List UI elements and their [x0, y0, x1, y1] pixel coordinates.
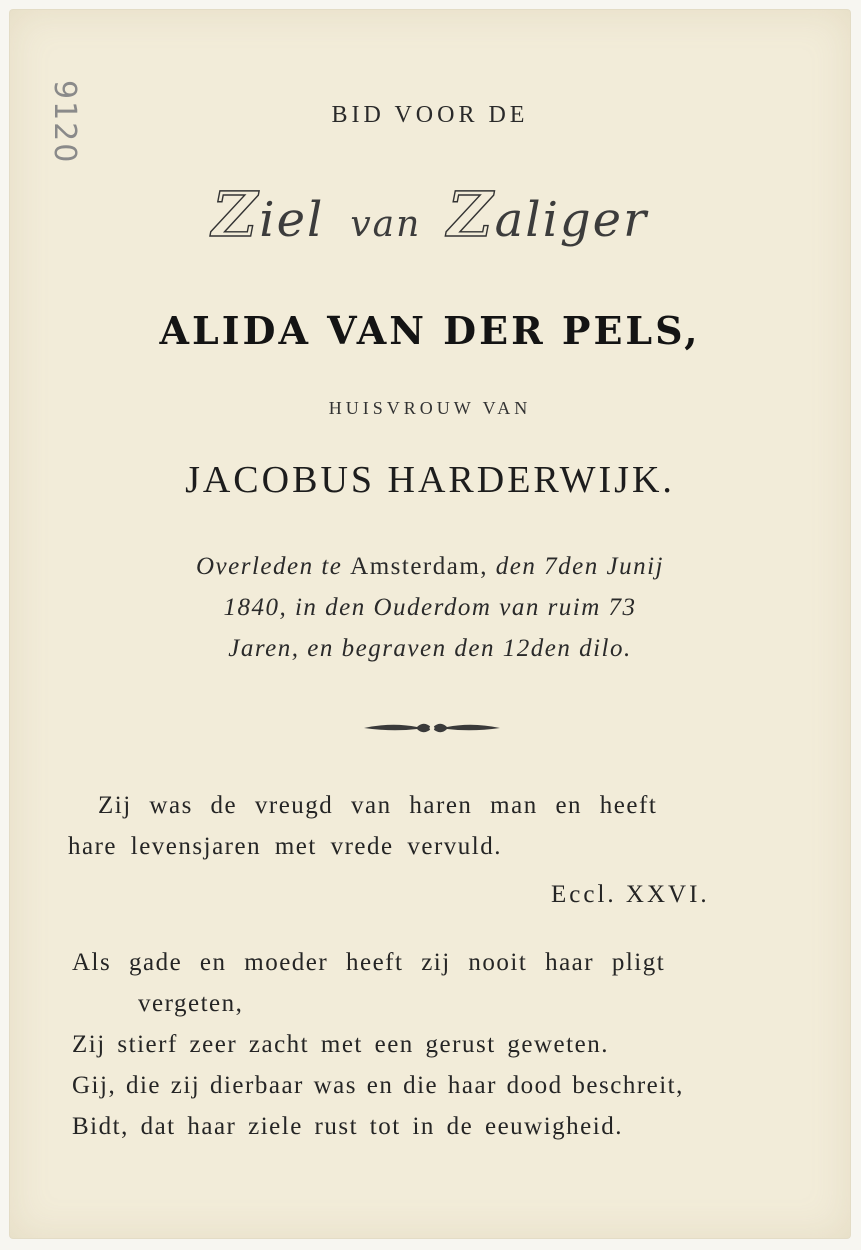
death-notice	[10, 546, 850, 669]
scripture-reference: Eccl. XXVI.	[551, 881, 710, 908]
ziel-rest: iel	[259, 192, 325, 248]
poem-line-5: Bidt, dat haar ziele rust tot in de eeuwigheid.	[72, 1113, 623, 1140]
poem-line-2: vergeten,	[138, 990, 244, 1017]
poem-line-4: Gij, die zij dierbaar was en die haar dood beschreit,	[72, 1072, 684, 1099]
zaliger-rest: aliger	[494, 192, 649, 248]
deceased-name: ALIDA VAN DER PELS,	[159, 308, 701, 353]
death-notice-line-1	[10, 546, 850, 587]
wife-of-label: HUISVROUW VAN	[328, 398, 532, 418]
death-notice-date: den 7den Junij	[495, 553, 664, 580]
poem-line-3: Zij stierf zeer zacht met een gerust geweten.	[72, 1031, 609, 1058]
scripture-line-2: hare levensjaren met vrede vervuld.	[68, 833, 502, 860]
handwritten-catalog-number: 9120	[47, 80, 82, 165]
prayer-card	[10, 10, 850, 1238]
heading-bid-voor-de: BID VOOR DE	[331, 102, 529, 128]
death-notice-prefix: Overleden te	[196, 553, 343, 580]
ziel-van-zaliger-heading	[10, 178, 850, 251]
scripture-line-1: Zij was de vreugd van haren man en heeft	[98, 792, 658, 819]
poem-line-1: Als gade en moeder heeft zij nooit haar pligt	[72, 949, 666, 976]
zaliger-initial: Z	[447, 178, 495, 251]
death-notice-line-2: 1840, in den Ouderdom van ruim 73	[223, 594, 637, 621]
ziel-initial: Z	[211, 178, 260, 251]
death-notice-city: Amsterdam,	[350, 553, 489, 580]
ornamental-divider-icon	[362, 716, 502, 740]
ziel-van: van	[350, 204, 422, 245]
husband-name: JACOBUS HARDERWIJK.	[185, 459, 675, 501]
death-notice-line-3: Jaren, en begraven den 12den dilo.	[228, 635, 632, 662]
